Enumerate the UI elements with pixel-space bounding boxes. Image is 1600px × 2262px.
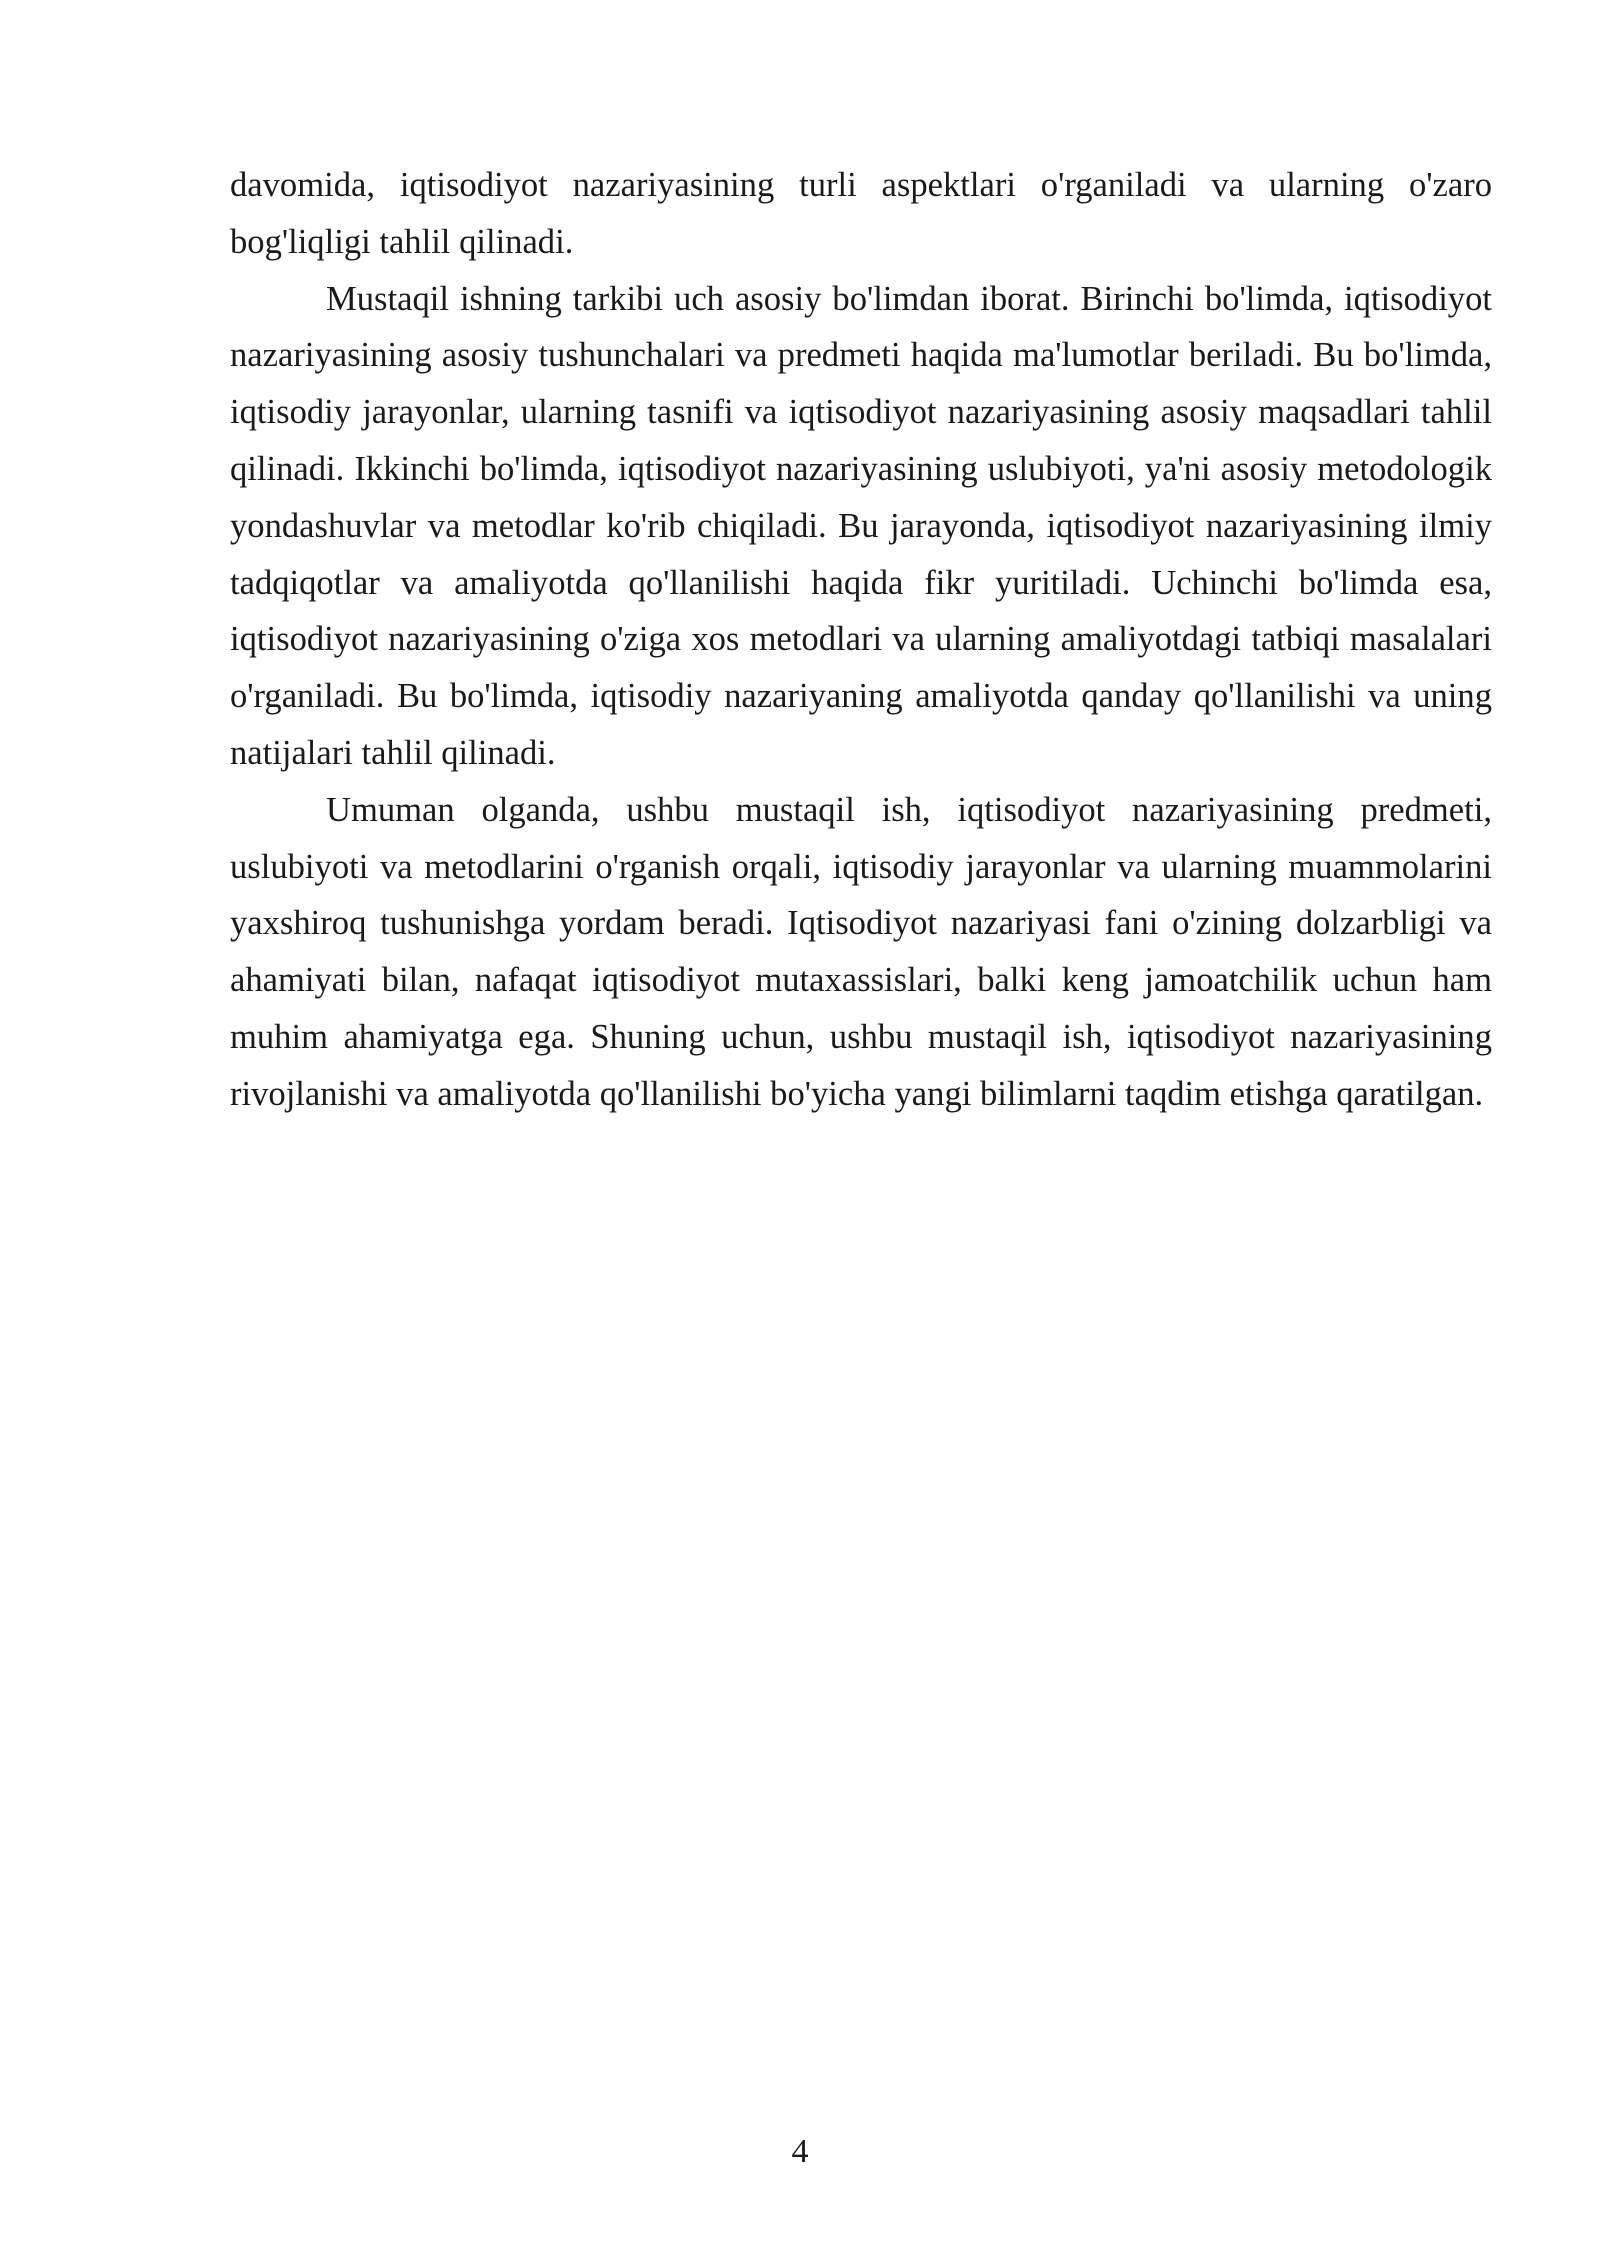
page-number: 4	[791, 2133, 809, 2170]
paragraph-conclusion: Umuman olganda, ushbu mustaqil ish, iqtisodiyot nazariyasining predmeti, uslubiyoti va metodlarini o'rganish orqali, iqtisodiy jarayonlar va ularning muammolarini yaxshiroq tushunishga yordam beradi. Iqtisodiyot nazariyasi fani o'zining dolzarbligi va ahamiyati bilan, nafaqat iqtisodiyot mutaxassislari, balki keng jamoatchilik uchun ham muhim ahamiyatga ega. Shuning uchun, ushbu mustaqil ish, iqtisodiyot nazariyasining rivojlanishi va amaliyotda qo'llanilishi bo'yicha yangi bilimlarni taqdim etishga qaratilgan.	[230, 790, 1492, 1113]
paragraph-structure: Mustaqil ishning tarkibi uch asosiy bo'limdan iborat. Birinchi bo'limda, iqtisodiyot nazariyasining asosiy tushunchalari va predmeti haqida ma'lumotlar beriladi. Bu bo'limda, iqtisodiy jarayonlar, ularning tasnifi va iqtisodiyot nazariyasining asosiy maqsadlari tahlil qilinadi. Ikkinchi bo'limda, iqtisodiyot nazariyasining uslubiyoti, ya'ni asosiy metodologik yondashuvlar va metodlar ko'rib chiqiladi. Bu jarayonda, iqtisodiyot nazariyasining ilmiy tadqiqotlar va amaliyotda qo'llanilishi haqida fikr yuritiladi. Uchinchi bo'limda esa, iqtisodiyot nazariyasining o'ziga xos metodlari va ularning amaliyotdagi tatbiqi masalalari o'rganiladi. Bu bo'limda, iqtisodiy nazariyaning amaliyotda qanday qo'llanilishi va uning natijalari tahlil qilinadi.	[230, 279, 1492, 772]
paragraph-continuation: davomida, iqtisodiyot nazariyasining turli aspektlari o'rganiladi va ularning o'zaro bog'liqligi tahlil qilinadi.	[230, 166, 1492, 261]
document-body	[230, 157, 1492, 1123]
